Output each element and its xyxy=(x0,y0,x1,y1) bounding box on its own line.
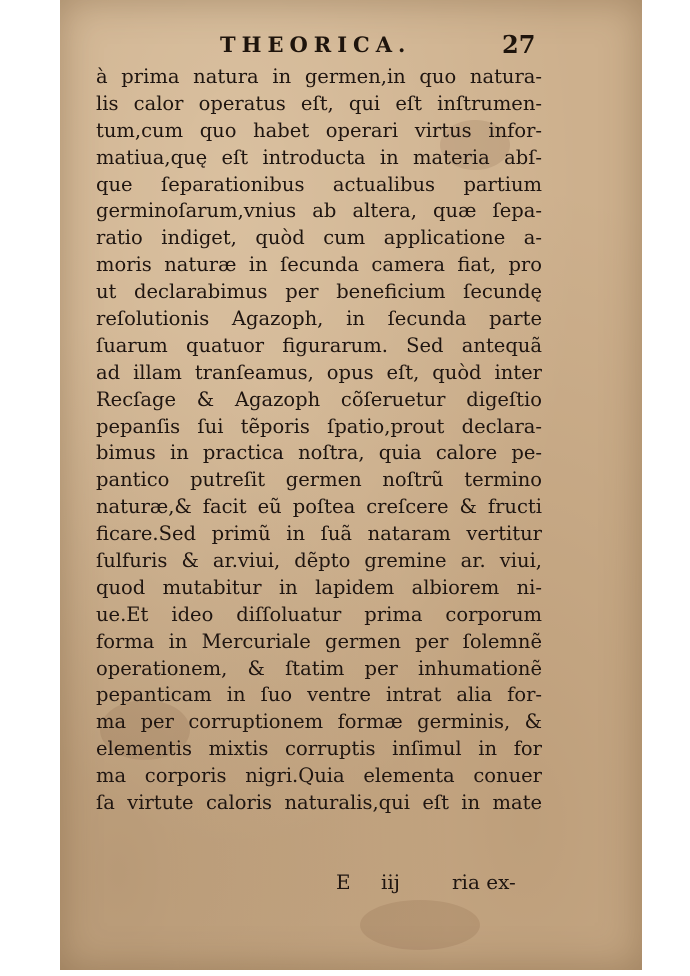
text-line: ſuarum quatuor figurarum. Sed antequã xyxy=(96,333,542,357)
text-line: bimus in practica noſtra, quia calore pe- xyxy=(96,441,542,465)
text-line: germinoſarum,vnius ab altera, quæ ſepa- xyxy=(96,199,542,223)
page-number: 27 xyxy=(502,30,536,59)
text-line: ma per corruptionem formæ germinis, & xyxy=(96,710,542,734)
text-line: matiua,quę eſt introducta in materia abſ- xyxy=(96,145,542,169)
text-line: reſolutionis Agazoph, in ſecunda parte xyxy=(96,307,542,331)
signature-mark: E xyxy=(336,870,351,894)
text-line: moris naturæ in ſecunda camera fiat, pro xyxy=(96,253,542,277)
catchword: ria ex- xyxy=(452,870,516,894)
text-line: quod mutabitur in lapidem albiorem ni- xyxy=(96,575,542,599)
text-line: ſa virtute caloris naturalis,qui eſt in mate xyxy=(96,791,542,815)
text-line: pepanticam in ſuo ventre intrat alia for- xyxy=(96,683,542,707)
text-line: elementis mixtis corruptis inſimul in for xyxy=(96,737,542,761)
text-line: pepanſis ſui tẽporis ſpatio,prout declara- xyxy=(96,414,542,438)
text-line: operationem, & ſtatim per inhumationẽ xyxy=(96,656,542,680)
foxing-stain xyxy=(360,900,480,950)
text-line: Recſage & Agazoph cõſeruetur digeſtio xyxy=(96,387,542,411)
text-line: naturæ,& facit eũ poſtea creſcere & fructi xyxy=(96,495,542,519)
book-page xyxy=(60,0,642,970)
page-footer xyxy=(60,870,642,898)
text-line: forma in Mercuriale germen per ſolemnẽ xyxy=(96,629,542,653)
text-line: ſulfuris & ar.viui, dẽpto gremine ar. viui, xyxy=(96,549,542,573)
text-line: ut declarabimus per beneficium ſecundę xyxy=(96,280,542,304)
page-header xyxy=(60,32,642,60)
text-line: lis calor operatus eſt, qui eſt inſtrumen- xyxy=(96,91,542,115)
text-line: tum,cum quo habet operari virtus infor- xyxy=(96,118,542,142)
text-line: à prima natura in germen,in quo natura- xyxy=(96,65,542,88)
text-line: pantico putreſit germen noſtrũ termino xyxy=(96,468,542,492)
body-text xyxy=(96,64,542,817)
text-line: ma corporis nigri.Quia elementa conuer xyxy=(96,764,542,788)
running-title: THEORICA. xyxy=(220,32,412,57)
signature-number: iij xyxy=(381,870,400,894)
text-line: ficare.Sed primũ in ſuã nataram vertitur xyxy=(96,522,542,546)
text-line: ue.Et ideo diſſoluatur prima corporum xyxy=(96,602,542,626)
text-line: ratio indiget, quòd cum applicatione a- xyxy=(96,226,542,250)
text-line: ad illam tranſeamus, opus eſt, quòd inter xyxy=(96,360,542,384)
text-line: que ſeparationibus actualibus partium xyxy=(96,172,542,196)
